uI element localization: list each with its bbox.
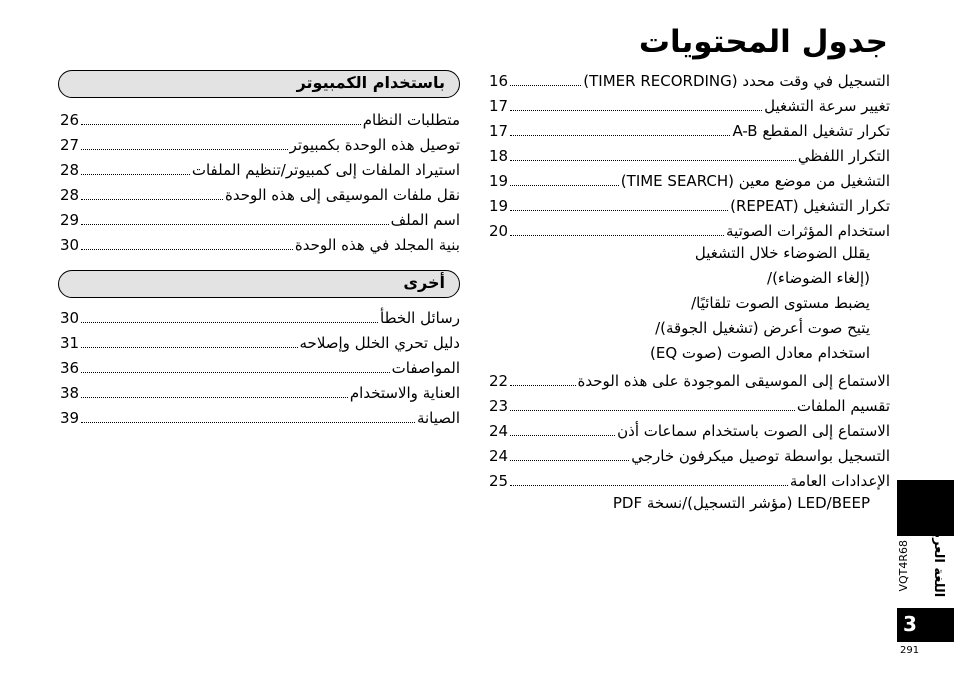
entry-subtitle: يقلل الضوضاء خلال التشغيل [694, 244, 870, 262]
toc-entry[interactable] [60, 105, 460, 129]
page-number: 16 [489, 72, 509, 90]
dot-leader [510, 435, 615, 436]
section-header [58, 270, 460, 298]
page-number: 24 [489, 447, 509, 465]
dot-leader [81, 249, 293, 250]
entry-title: اسم الملف [390, 211, 460, 229]
page-number: 30 [60, 309, 80, 327]
dot-leader [81, 224, 389, 225]
entry-title: استيراد الملفات إلى كمبيوتر/تنظيم الملفات [191, 161, 460, 179]
dot-leader [81, 397, 348, 398]
entry-title: دليل تحري الخلل وإصلاحه [299, 334, 460, 352]
page-number: 28 [60, 161, 80, 179]
entry-subtitle: (إلغاء الضوضاء)/ [767, 269, 870, 287]
toc-entry[interactable] [489, 191, 890, 215]
toc-entry[interactable] [60, 403, 460, 427]
entry-title: الإعدادات العامة [789, 472, 890, 490]
toc-entry[interactable] [489, 166, 890, 190]
entry-title: استخدام المؤثرات الصوتية [726, 222, 890, 240]
dot-leader [510, 110, 762, 111]
page-number: 31 [60, 334, 80, 352]
entry-subtitle: استخدام معادل الصوت (صوت EQ) [650, 344, 870, 362]
entry-subtitle: يضبط مستوى الصوت تلقائيًا/ [691, 294, 870, 312]
dot-leader [510, 460, 629, 461]
entry-title: تغيير سرعة التشغيل [764, 97, 890, 115]
entry-title: الاستماع إلى الموسيقى الموجودة على هذه الوحدة [577, 372, 890, 390]
toc-entry[interactable] [60, 303, 460, 327]
page-number: 17 [489, 122, 509, 140]
toc-entry[interactable] [489, 116, 890, 140]
dot-leader [81, 149, 288, 150]
page-number-box [897, 608, 954, 642]
toc-entry[interactable] [489, 466, 890, 490]
section-title: باستخدام الكمبيوتر [296, 73, 445, 92]
page-number: 22 [489, 372, 509, 390]
entry-title: تقسيم الملفات [796, 397, 890, 415]
footer-number: 291 [900, 645, 920, 656]
dot-leader [510, 160, 796, 161]
toc-entry[interactable] [60, 353, 460, 377]
toc-entry[interactable] [60, 328, 460, 352]
toc-entry[interactable] [489, 416, 890, 440]
page-title: جدول المحتويات [638, 24, 888, 60]
dot-leader [510, 85, 581, 86]
toc-entry[interactable] [489, 141, 890, 165]
toc-entry[interactable] [60, 205, 460, 229]
toc-entry[interactable] [489, 441, 890, 465]
page-number: 19 [489, 172, 509, 190]
page-number: 19 [489, 197, 509, 215]
toc-entry[interactable] [60, 130, 460, 154]
entry-title: رسائل الخطأ [380, 309, 460, 327]
entry-subtitle: يتيح صوت أعرض (تشغيل الجوقة)/ [655, 319, 870, 337]
dot-leader [510, 385, 575, 386]
entry-title: العناية والاستخدام [349, 384, 460, 402]
toc-entry[interactable] [60, 378, 460, 402]
toc-right-column [489, 64, 890, 524]
model-code: VQT4R68 [897, 540, 910, 592]
entry-title: متطلبات النظام [362, 111, 460, 129]
dot-leader [510, 410, 795, 411]
toc-entry[interactable] [489, 216, 890, 240]
entry-title: الاستماع إلى الصوت باستخدام سماعات أذن [617, 422, 890, 440]
page-number: 25 [489, 472, 509, 490]
dot-leader [81, 174, 190, 175]
toc-entry[interactable] [60, 180, 460, 204]
dot-leader [81, 347, 297, 348]
toc-entry[interactable] [489, 366, 890, 390]
page-number: 23 [489, 397, 509, 415]
page-number: 26 [60, 111, 80, 129]
dot-leader [81, 372, 390, 373]
entry-title: المواصفات [391, 359, 460, 377]
page-number: 28 [60, 186, 80, 204]
toc-entry[interactable] [489, 66, 890, 90]
entry-title: تكرار تشغيل المقطع A-B [732, 122, 890, 140]
entry-title: توصيل هذه الوحدة بكمبيوتر [289, 136, 460, 154]
entry-title: التسجيل في وقت محدد (TIMER RECORDING) [583, 72, 890, 90]
dot-leader [81, 422, 415, 423]
dot-leader [510, 185, 619, 186]
toc-left-column [58, 70, 460, 430]
dot-leader [81, 322, 378, 323]
toc-entry[interactable] [60, 230, 460, 254]
page-number: 38 [60, 384, 80, 402]
dot-leader [510, 485, 788, 486]
entry-subtitle: LED/BEEP (مؤشر التسجيل)/نسخة PDF [612, 494, 870, 512]
toc-entry[interactable] [60, 155, 460, 179]
page-number: 20 [489, 222, 509, 240]
language-label: اللغة العربية [931, 520, 946, 598]
page-number: 17 [489, 97, 509, 115]
section-header [58, 70, 460, 98]
page-number-label: 3 [903, 612, 917, 636]
page-number: 18 [489, 147, 509, 165]
section-title: أخرى [403, 273, 445, 292]
dot-leader [510, 210, 728, 211]
page-number: 27 [60, 136, 80, 154]
page-number: 29 [60, 211, 80, 229]
entry-title: الصيانة [416, 409, 460, 427]
toc-entry[interactable] [489, 391, 890, 415]
entry-title: التكرار اللفظي [797, 147, 890, 165]
dot-leader [81, 124, 361, 125]
entry-title: بنية المجلد في هذه الوحدة [294, 236, 460, 254]
page-number: 30 [60, 236, 80, 254]
toc-entry[interactable] [489, 91, 890, 115]
entry-title: تكرار التشغيل (REPEAT) [730, 197, 890, 215]
dot-leader [81, 199, 223, 200]
page-number: 36 [60, 359, 80, 377]
entry-title: التشغيل من موضع معين (TIME SEARCH) [620, 172, 890, 190]
dot-leader [510, 135, 730, 136]
page-number: 24 [489, 422, 509, 440]
dot-leader [510, 235, 724, 236]
page-number: 39 [60, 409, 80, 427]
entry-title: نقل ملفات الموسيقى إلى هذه الوحدة [225, 186, 460, 204]
entry-title: التسجيل بواسطة توصيل ميكرفون خارجي [631, 447, 890, 465]
